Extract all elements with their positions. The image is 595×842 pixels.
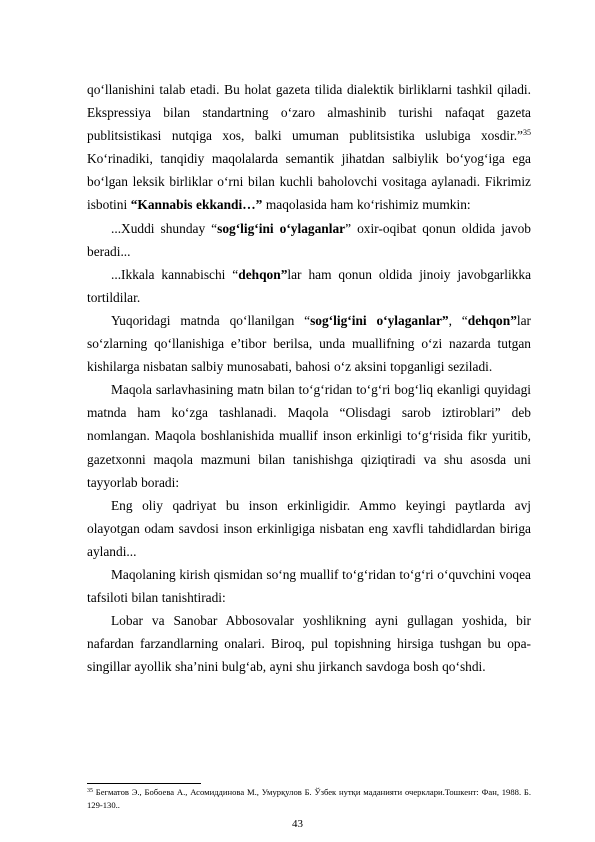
paragraph-5: Maqola sarlavhasining matn bilan to‘g‘ridan to‘g‘ri bog‘liq ekanligi quyidagi matnda ham ko‘zga tashlanadi. Maqola “Olisdagi sarob iztiroblari” deb nomlangan. Maqola boshlanishida muallif inson erkinligi to‘g‘risida fikr yuritib, gazetxonni maqola mazmuni bilan tanishishga qiziqtiradi va shu asosda uni tayyorlab boradi: <box>87 382 531 490</box>
paragraph-2-text-a: ...Xuddi shunday “ <box>111 220 218 236</box>
paragraph-3-bold: dehqon” <box>238 266 288 282</box>
page-body <box>87 78 531 678</box>
paragraph-2-bold: sog‘lig‘ini o‘ylaganlar <box>217 220 346 236</box>
paragraph-4-bold-2: dehqon” <box>467 312 517 328</box>
footnote-divider <box>87 783 201 784</box>
paragraph-4-bold-1: sog‘lig‘ini o‘ylaganlar” <box>310 312 449 328</box>
paragraph-2 <box>87 217 531 263</box>
paragraph-8: Lobar va Sanobar Abbosovalar yoshlikning ayni gullagan yoshida, bir nafardan farzandlarning onalari. Biroq, pul topishning hirsiga tushgan bu opa-singillar ayollik sha’nini bulg‘ab, ayni shu jirkanch savdoga bosh qo‘shdi. <box>87 613 531 675</box>
paragraph-1-text-c: maqolasida ham ko‘rishimiz mumkin: <box>262 197 471 213</box>
article-title: “Kannabis ekkandi…” <box>130 197 263 213</box>
page-number: 43 <box>292 818 303 830</box>
paragraph-7: Maqolaning kirish qismidan so‘ng muallif to‘g‘ridan to‘g‘ri o‘quvchini voqea tafsiloti bilan tanishtiradi: <box>87 566 531 606</box>
footnote-text: Бегматов Э., Бобоева А., Асомиддинова М., Умурқулов Б. Ўзбек нутқи маданияти очерклари.Тошкент: Фан, 1988. Б. 129-130.. <box>87 787 531 810</box>
footnote-number: 35 <box>87 788 93 794</box>
paragraph-6: Eng oliy qadriyat bu inson erkinligidir. Ammo keyingi paytlarda avj olayotgan odam savdosi inson erkinligiga nisbatan eng xavfli tahdidlardan biriga aylandi... <box>87 497 531 559</box>
paragraph-4-text-b: , “ <box>448 312 468 328</box>
paragraph-4-text-c: lar so‘zlarning qo‘llanishiga e’tibor berilsa, unda muallifning o‘zi nazarda tutgan kishilarga nisbatan salbiy munosabati, bahosi o‘z aksini topganligi seziladi. <box>87 312 532 375</box>
paragraph-2-text-b: ” oxir-oqibat qonun oldida javob beradi... <box>87 220 531 259</box>
paragraph-3-text-a: ...Ikkala kannabischi “ <box>111 266 239 282</box>
paragraph-1-text-b: Ko‘rinadiki, tanqidiy maqolalarda semantik jihatdan salbiylik bo‘yog‘iga ega bo‘lgan leksik birliklar o‘rni bilan kuchli baholovchi vositaga aylanadi. Fikrimiz isbotini <box>87 151 531 213</box>
paragraph-4 <box>87 309 531 378</box>
paragraph-1-text-a: qo‘llanishini talab etadi. Bu holat gazeta tilida dialektik birliklarni tashkil qiladi. Ekspressiya bilan standartning o‘zaro almashinib turishi nafaqat gazeta publitsistikasi nutqiga xos, balki umuman publitsistika uslubiga xosdir.” <box>87 82 531 144</box>
paragraph-3-text-b: lar ham qonun oldida jinoiy javobgarlikka tortildilar. <box>87 266 532 305</box>
paragraph-1 <box>87 78 531 217</box>
footnote <box>87 786 531 812</box>
paragraph-4-text-a: Yuqoridagi matnda qo‘llanilgan “ <box>111 312 311 328</box>
paragraph-3 <box>87 263 531 309</box>
footnote-reference[interactable]: 35 <box>523 128 531 138</box>
